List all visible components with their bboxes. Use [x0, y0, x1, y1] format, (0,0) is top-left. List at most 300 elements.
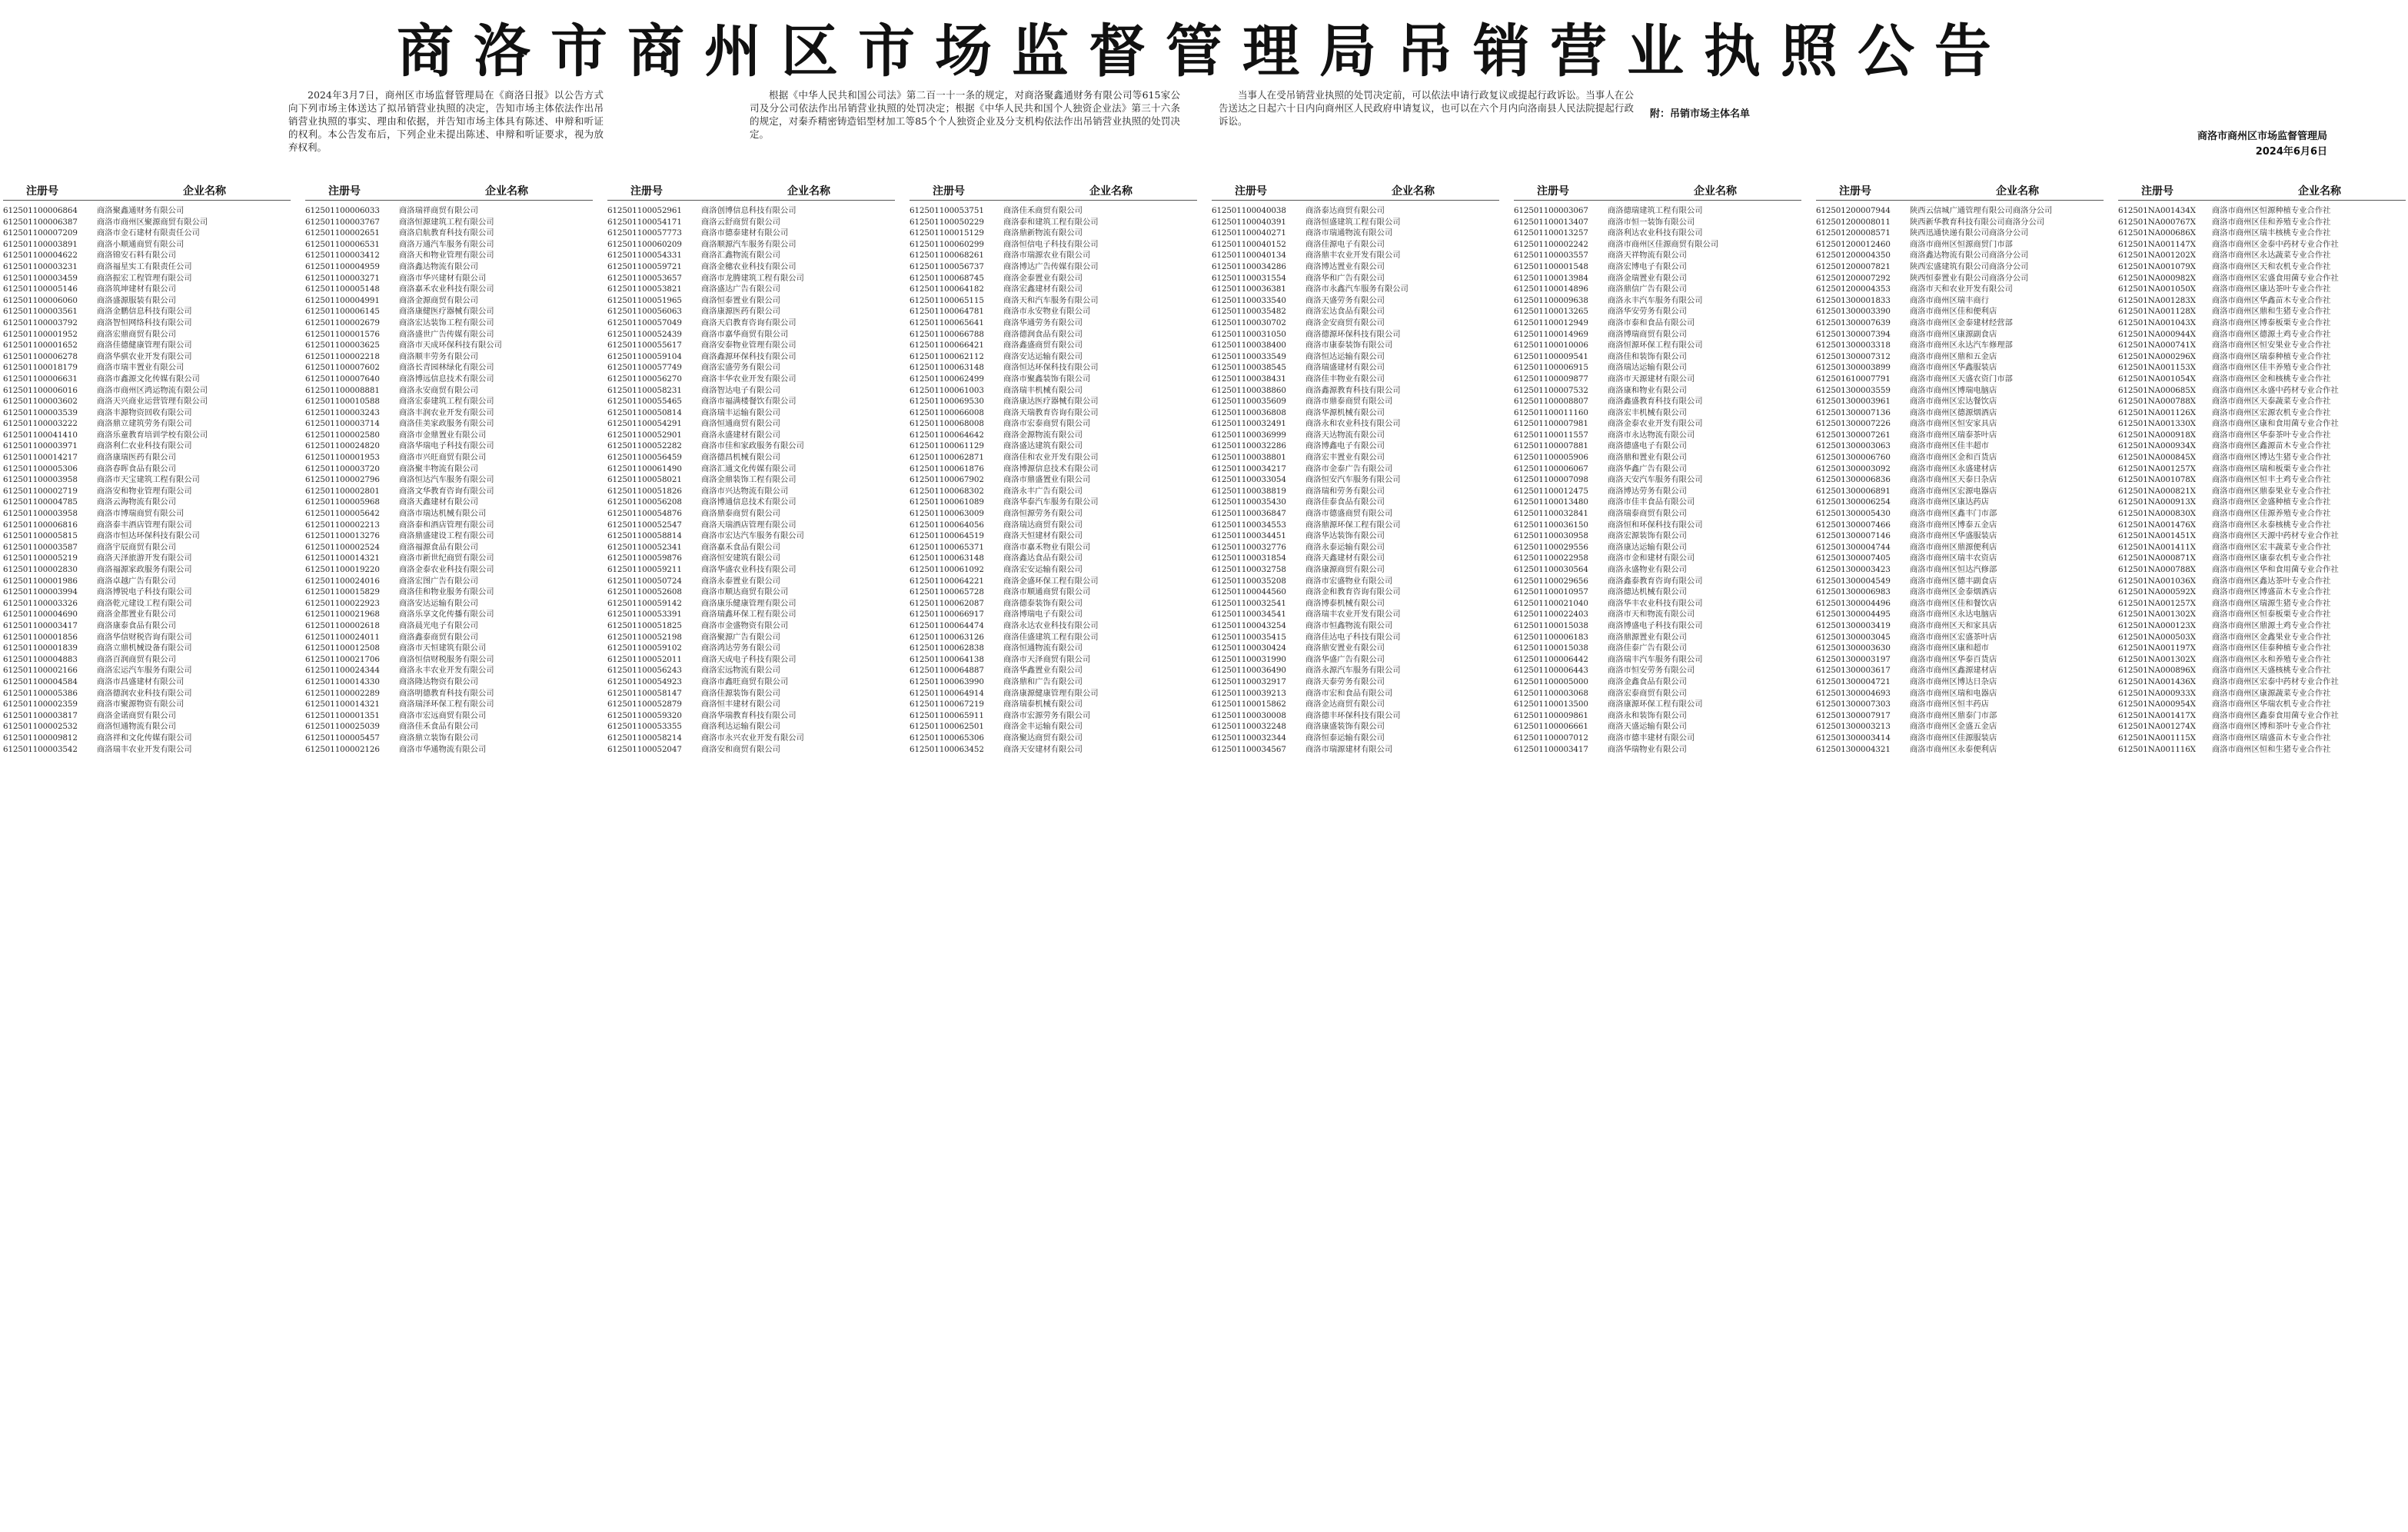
registration-number: 612501100063148: [910, 363, 984, 373]
company-name: 商洛盛世广告传媒有限公司: [399, 329, 494, 339]
table-row: [3, 632, 291, 643]
table-row: [2118, 261, 2406, 273]
company-name: 商洛市商州区金泰中药材专业合作社: [2212, 239, 2339, 249]
company-name: 商洛金泰农业开发有限公司: [1608, 419, 1703, 429]
registration-number: 612501NA001128X: [2118, 307, 2196, 317]
table-row: [305, 665, 593, 676]
company-name: 商洛市天和物流有限公司: [1608, 610, 1695, 620]
company-name: 商洛德润农业科技有限公司: [97, 688, 192, 698]
registration-number: 612501NA000821X: [2118, 486, 2196, 496]
table-row: [1514, 351, 1801, 363]
table-row: [305, 598, 593, 610]
table-row: [1514, 598, 1801, 610]
table-row: [1816, 329, 2104, 341]
registration-number: 612501100006387: [3, 217, 78, 227]
registration-number: 612501100032917: [1212, 676, 1286, 686]
company-name: 商洛市商州区宏盛茶叶店: [1910, 632, 1997, 642]
company-name: 商洛宏运汽车服务有限公司: [97, 666, 192, 676]
registration-number: 612501100033054: [1212, 475, 1286, 485]
registration-number: 612501100052198: [607, 632, 682, 642]
registration-number: 612501200008011: [1816, 217, 1891, 227]
registration-number: 612501100054331: [607, 251, 682, 261]
company-name: 商洛博鑫电子有限公司: [1305, 441, 1385, 451]
registration-number: 612501100067902: [910, 475, 984, 485]
registration-number: 612501100003542: [3, 744, 78, 754]
registration-number: 612501100005815: [3, 531, 78, 541]
company-name: 商洛小顺通商贸有限公司: [97, 239, 185, 249]
table-row: [1514, 620, 1801, 632]
registration-number: 612501100064138: [910, 654, 984, 664]
company-name: 商洛隆达物资有限公司: [399, 676, 478, 686]
table-row: [305, 710, 593, 722]
company-name: 商洛市商州区鼎源土鸡专业合作社: [2212, 620, 2331, 630]
registration-number: 612501100003417: [3, 620, 78, 630]
table-row: [1514, 250, 1801, 261]
company-name: 商洛市嘉华商贸有限公司: [701, 329, 789, 339]
company-name: 商洛康源商贸有限公司: [1305, 565, 1385, 574]
registration-number: 612501100012475: [1514, 486, 1588, 496]
registration-number: 612501100007602: [305, 363, 380, 373]
registration-number: 612501100001548: [1514, 261, 1588, 271]
company-name: 商洛佳源电子有限公司: [1305, 239, 1385, 249]
table-row: [2118, 486, 2406, 497]
table-row: [3, 239, 291, 251]
registration-number: 612501100062087: [910, 598, 984, 608]
table-row: [607, 587, 895, 598]
registration-number: 612501NA000944X: [2118, 329, 2196, 339]
table-row: [3, 273, 291, 284]
table-row: [305, 407, 593, 419]
company-name: 商洛顺丰劳务有限公司: [399, 351, 478, 361]
issue-date: 2024年6月6日: [2255, 146, 2327, 158]
company-name: 商洛市商州区博泰板栗专业合作社: [2212, 317, 2331, 327]
registration-number: 612501100038545: [1212, 363, 1286, 373]
company-name: 商洛博瑞商贸有限公司: [1608, 329, 1687, 339]
registration-number: 612501100013500: [1514, 700, 1588, 710]
company-name: 陕西新华教育科技有限公司商洛分公司: [1910, 217, 2045, 227]
company-name: 商洛市商州区佳丰超市: [1910, 441, 1989, 451]
company-name: 商洛市商州区鸿运物流有限公司: [97, 385, 208, 395]
company-name: 商洛市商州区佳源养殖专业合作社: [2212, 509, 2331, 519]
table-row: [1816, 407, 2104, 419]
company-name: 商洛天盛运输有限公司: [1608, 722, 1687, 732]
company-name: 商洛市商州区金盛五金店: [1910, 722, 1997, 732]
company-name: 商洛盛达建筑有限公司: [1003, 441, 1083, 451]
column-header: [910, 183, 1197, 201]
registration-number: 612501100034541: [1212, 610, 1286, 620]
registration-number: 612501300003414: [1816, 733, 1891, 743]
registration-number: 612501100068302: [910, 486, 984, 496]
table-row: [607, 486, 895, 497]
registration-number: 612501NA001283X: [2118, 295, 2196, 305]
company-name: 商洛康乐健康管理有限公司: [701, 598, 797, 608]
registration-number: 612501100005000: [1514, 676, 1588, 686]
company-name: 商洛市商州区康源副食店: [1910, 329, 1997, 339]
company-name: 商洛天安汽车服务有限公司: [1608, 475, 1703, 485]
table-row: [1514, 239, 1801, 251]
company-name: 商洛宏源装饰有限公司: [1608, 531, 1687, 541]
company-name: 商洛恒通商贸有限公司: [701, 419, 780, 429]
table-row: [305, 250, 593, 261]
table-row: [2118, 688, 2406, 700]
company-name: 商洛乐享文化传播有限公司: [399, 610, 494, 620]
registration-number: 612501100006145: [305, 307, 380, 317]
table-row: [2118, 205, 2406, 217]
table-row: [1514, 654, 1801, 666]
company-name: 商洛瑞和劳务有限公司: [1305, 486, 1385, 496]
registration-number: 612501100053821: [607, 284, 682, 294]
company-name: 商洛市宏源劳务有限公司: [1003, 710, 1091, 720]
company-name: 商洛佳美家政服务有限公司: [399, 419, 494, 429]
registration-number: 612501100010588: [305, 397, 380, 407]
registration-number: 612501100002524: [305, 542, 380, 552]
table-row: [1212, 688, 1499, 700]
registration-number: 612501100015038: [1514, 620, 1588, 630]
table-row: [305, 676, 593, 688]
company-name: 商洛市商州区瑞丰核桃专业合作社: [2212, 228, 2331, 238]
registration-number: 612501100058214: [607, 733, 682, 743]
registration-number: 612501100051826: [607, 486, 682, 496]
table-row: [910, 217, 1197, 228]
registration-number: 612501100059211: [607, 565, 682, 574]
table-row: [3, 261, 291, 273]
registration-number: 612501100003271: [305, 273, 380, 283]
registration-number: 612501NA000686X: [2118, 228, 2196, 238]
list-column: [1514, 183, 1801, 1530]
registration-number: 612501100003539: [3, 407, 78, 417]
table-row: [1212, 497, 1499, 508]
company-name: 商洛鼎立装饰有限公司: [399, 733, 478, 743]
company-name: 商洛乐童教育培训学校有限公司: [97, 430, 208, 440]
table-row: [3, 306, 291, 317]
company-name: 商洛市商州区永达电脑店: [1910, 610, 1997, 620]
table-row: [2118, 665, 2406, 676]
company-name: 商洛泰和建筑工程有限公司: [1003, 217, 1099, 227]
registration-number: 612501100014321: [305, 553, 380, 563]
registration-number: 612501100003602: [3, 397, 78, 407]
company-name: 商洛市商州区瑞泰茶叶店: [1910, 430, 1997, 440]
table-row: [1212, 530, 1499, 542]
table-row: [3, 464, 291, 475]
company-name: 商洛聚丰物流有限公司: [399, 464, 478, 474]
registration-number: 612501100002719: [3, 486, 78, 496]
company-name: 商洛恒通物流有限公司: [1003, 643, 1083, 653]
table-row: [1816, 710, 2104, 722]
table-row: [305, 654, 593, 666]
company-name: 商洛市商州区天源中药材专业合作社: [2212, 531, 2339, 541]
company-name: 商洛市商州区瑞丰农资店: [1910, 553, 1997, 563]
table-row: [1514, 676, 1801, 688]
registration-number: 612501100025039: [305, 722, 380, 732]
company-name: 商洛嘉禾食品有限公司: [701, 542, 780, 552]
table-row: [607, 744, 895, 756]
company-name: 商洛瑞泰商贸有限公司: [1608, 509, 1687, 519]
registration-number: 612501200008571: [1816, 228, 1891, 238]
company-name: 商洛市昌盛建材有限公司: [97, 676, 185, 686]
table-row: [1816, 474, 2104, 486]
company-name: 商洛康和物业有限公司: [1608, 385, 1687, 395]
company-name: 商洛鑫达食品有限公司: [1003, 553, 1083, 563]
table-row: [607, 721, 895, 733]
company-name: 商洛宏远物流有限公司: [701, 666, 780, 676]
table-row: [2118, 721, 2406, 733]
registration-number: 612501100061490: [607, 464, 682, 474]
company-name: 商洛市商州区天盛核桃专业合作社: [2212, 666, 2331, 676]
table-row: [910, 654, 1197, 666]
table-row: [2118, 407, 2406, 419]
company-name: 商洛鑫达物流有限公司商洛分公司: [1910, 251, 2029, 261]
registration-number: 612501100040038: [1212, 206, 1286, 215]
signature-block: [2127, 129, 2327, 160]
table-row: [910, 464, 1197, 475]
table-row: [1816, 508, 2104, 520]
table-row: [1514, 374, 1801, 385]
registration-number: 612501300006891: [1816, 486, 1891, 496]
company-name: 商洛市商州区佳丰养殖专业合作社: [2212, 363, 2331, 373]
registration-number: 612501100054876: [607, 509, 682, 519]
company-name: 商洛卓越广告有限公司: [97, 576, 176, 586]
table-row: [3, 530, 291, 542]
registration-number: 612501100035482: [1212, 307, 1286, 317]
table-row: [910, 744, 1197, 756]
registration-number: 612501100059142: [607, 598, 682, 608]
registration-number: 612501NA000913X: [2118, 497, 2196, 507]
table-row: [1514, 609, 1801, 620]
company-name: 商洛市宏达汽车服务有限公司: [701, 531, 804, 541]
registration-number: 612501100052901: [607, 430, 682, 440]
company-name: 商洛华盛农业科技有限公司: [701, 565, 797, 574]
company-name: 商洛市商州区鑫丰门市部: [1910, 509, 1997, 519]
registration-number: 612501100052547: [607, 520, 682, 530]
registration-number: 612501100038801: [1212, 453, 1286, 463]
company-name: 商洛市商州区永达汽车修理部: [1910, 341, 2013, 351]
table-row: [305, 620, 593, 632]
company-name: 商洛云海物流有限公司: [97, 497, 176, 507]
table-row: [1514, 699, 1801, 710]
registration-number: 612501100064519: [910, 531, 984, 541]
table-row: [305, 542, 593, 553]
table-row: [305, 306, 593, 317]
company-name: 商洛市恒安劳务有限公司: [1608, 666, 1695, 676]
company-name: 商洛金盛环保工程有限公司: [1003, 576, 1099, 586]
company-name: 商洛盛达广告有限公司: [701, 284, 780, 294]
company-name: 商洛市金鼎置业有限公司: [399, 430, 487, 440]
registration-number: 612501100001576: [305, 329, 380, 339]
table-row: [2118, 609, 2406, 620]
company-name: 商洛恒安建筑有限公司: [701, 553, 780, 563]
company-name: 商洛德源环保科技有限公司: [1305, 329, 1401, 339]
company-name: 商洛恒源建筑工程有限公司: [399, 217, 494, 227]
registration-number: 612501NA001079X: [2118, 261, 2196, 271]
company-name: 商洛华盛广告有限公司: [1305, 654, 1385, 664]
table-row: [1514, 452, 1801, 464]
table-row: [1514, 688, 1801, 700]
company-name: 商洛宏达装饰工程有限公司: [399, 317, 494, 327]
header-company-name: 企业名称: [1996, 185, 2039, 198]
company-name: 商洛市福满楼餐饮有限公司: [701, 397, 797, 407]
table-row: [3, 486, 291, 497]
registration-number: 612501100003971: [3, 441, 78, 451]
registration-number: 612501100019220: [305, 565, 380, 574]
registration-number: 612501300003063: [1816, 441, 1891, 451]
registration-number: 612501100063148: [910, 553, 984, 563]
company-name: 商洛恒源劳务有限公司: [1003, 509, 1083, 519]
company-name: 商洛市恒一装饰有限公司: [1608, 217, 1695, 227]
table-row: [305, 520, 593, 531]
table-row: [2118, 508, 2406, 520]
company-name: 商洛市商州区瑞盛苗木专业合作社: [2212, 733, 2331, 743]
table-row: [1514, 217, 1801, 228]
table-row: [1816, 374, 2104, 385]
header-reg-no: 注册号: [630, 185, 663, 198]
registration-number: 612501100056063: [607, 307, 682, 317]
company-name: 商洛市商州区华瑞农机专业合作社: [2212, 700, 2331, 710]
table-row: [2118, 632, 2406, 643]
company-name: 商洛宏丰置业有限公司: [1305, 453, 1385, 463]
registration-number: 612501300003419: [1816, 620, 1891, 630]
table-row: [305, 239, 593, 251]
registration-number: 612501NA001153X: [2118, 363, 2196, 373]
table-row: [3, 340, 291, 351]
table-row: [1212, 464, 1499, 475]
registration-number: 612501NA001050X: [2118, 284, 2196, 294]
company-name: 商洛华泰汽车服务有限公司: [1003, 497, 1099, 507]
table-row: [1816, 632, 2104, 643]
company-name: 商洛金丰运输有限公司: [1003, 722, 1083, 732]
table-row: [1816, 576, 2104, 587]
company-name: 商洛市商州区佳和餐饮店: [1910, 598, 1997, 608]
table-row: [2118, 474, 2406, 486]
table-row: [1514, 284, 1801, 295]
table-row: [3, 609, 291, 620]
registration-number: 612501100002679: [305, 317, 380, 327]
registration-number: 612501100013257: [1514, 228, 1588, 238]
registration-number: 612501100011160: [1514, 407, 1588, 417]
table-row: [3, 497, 291, 508]
registration-number: 612501300003197: [1816, 654, 1891, 664]
registration-number: 612501100035430: [1212, 497, 1286, 507]
company-name: 商洛市华通物流有限公司: [399, 744, 487, 754]
table-row: [910, 564, 1197, 576]
company-name: 商洛丰源物资回收有限公司: [97, 407, 192, 417]
table-row: [305, 699, 593, 710]
registration-number: 612501100056737: [910, 261, 984, 271]
company-name: 商洛百润商贸有限公司: [97, 654, 176, 664]
table-row: [1816, 295, 2104, 307]
table-row: [1514, 396, 1801, 407]
registration-number: 612501100002289: [305, 688, 380, 698]
registration-number: 612501300007226: [1816, 419, 1891, 429]
registration-number: 612501100005148: [305, 284, 380, 294]
table-row: [1816, 553, 2104, 564]
table-row: [607, 217, 895, 228]
company-name: 商洛天泰劳务有限公司: [1305, 676, 1385, 686]
table-row: [2118, 464, 2406, 475]
company-name: 商洛市金石建材有限责任公司: [97, 228, 200, 238]
table-row: [1212, 710, 1499, 722]
table-row: [1514, 508, 1801, 520]
registration-number: 612501NA001126X: [2118, 407, 2196, 417]
company-name: 商洛市华兴建材有限公司: [399, 273, 487, 283]
registration-number: 612501300003318: [1816, 341, 1891, 351]
registration-number: 612501100066421: [910, 341, 984, 351]
table-row: [1816, 273, 2104, 284]
table-row: [910, 351, 1197, 363]
table-row: [1816, 362, 2104, 374]
table-row: [1816, 665, 2104, 676]
company-name: 商洛安泰物业管理有限公司: [701, 341, 797, 351]
company-name: 商洛佳禾商贸有限公司: [1003, 206, 1083, 215]
table-row: [2118, 217, 2406, 228]
company-name: 商洛市瑞通物流有限公司: [1305, 228, 1393, 238]
table-row: [1212, 440, 1499, 452]
company-name: 商洛瑞丰运输有限公司: [701, 407, 780, 417]
company-name: 商洛市瑞源建材有限公司: [1305, 744, 1393, 754]
table-row: [1212, 239, 1499, 251]
company-name: 商洛市永达物流有限公司: [1608, 430, 1695, 440]
table-row: [1514, 553, 1801, 564]
table-row: [305, 587, 593, 598]
table-row: [305, 609, 593, 620]
registration-number: 612501100032248: [1212, 722, 1286, 732]
registration-number: 612501100003720: [305, 464, 380, 474]
registration-number: 612501300006983: [1816, 587, 1891, 597]
company-name: 商洛丰华农业开发有限公司: [701, 374, 797, 384]
registration-number: 612501100040134: [1212, 251, 1286, 261]
company-name: 商洛鼎丰农业开发有限公司: [1305, 251, 1401, 261]
table-row: [2118, 317, 2406, 329]
table-row: [910, 530, 1197, 542]
table-row: [1514, 317, 1801, 329]
registration-number: 612501100005906: [1514, 453, 1588, 463]
table-row: [3, 317, 291, 329]
table-row: [1212, 351, 1499, 363]
registration-number: 612501100006033: [305, 206, 380, 215]
registration-number: 612501100057749: [607, 363, 682, 373]
registration-number: 612501100010957: [1514, 587, 1588, 597]
registration-number: 612501100043254: [1212, 620, 1286, 630]
table-row: [910, 733, 1197, 744]
company-name: 商洛德丰环保科技有限公司: [1305, 710, 1401, 720]
registration-number: 612501100053657: [607, 273, 682, 283]
registration-number: 612501NA001257X: [2118, 464, 2196, 474]
registration-number: 612501100062871: [910, 453, 984, 463]
company-name: 商洛市德丰建材有限公司: [1608, 733, 1695, 743]
company-name: 商洛市佳和家政服务有限公司: [701, 441, 804, 451]
company-name: 商洛市商州区华泰茶叶专业合作社: [2212, 430, 2331, 440]
table-row: [1212, 396, 1499, 407]
company-name: 商洛天达物流有限公司: [1305, 430, 1385, 440]
header-reg-no: 注册号: [2141, 185, 2174, 198]
table-row: [1514, 632, 1801, 643]
table-row: [305, 564, 593, 576]
company-name: 商洛市商州区恒源种植专业合作社: [2212, 206, 2331, 215]
list-column: [1212, 183, 1499, 1530]
registration-number: 612501NA001043X: [2118, 317, 2196, 327]
company-name: 商洛利达运输有限公司: [701, 722, 780, 732]
table-row: [3, 710, 291, 722]
company-name: 商洛康源医药有限公司: [701, 307, 780, 317]
company-name: 商洛市康泰装饰有限公司: [1305, 341, 1393, 351]
registration-number: 612501300001833: [1816, 295, 1891, 305]
table-row: [1514, 710, 1801, 722]
registration-number: 612501100003625: [305, 341, 380, 351]
registration-number: 612501NA000592X: [2118, 587, 2196, 597]
registration-number: 612501300006254: [1816, 497, 1891, 507]
table-row: [607, 733, 895, 744]
table-row: [910, 620, 1197, 632]
table-row: [607, 205, 895, 217]
